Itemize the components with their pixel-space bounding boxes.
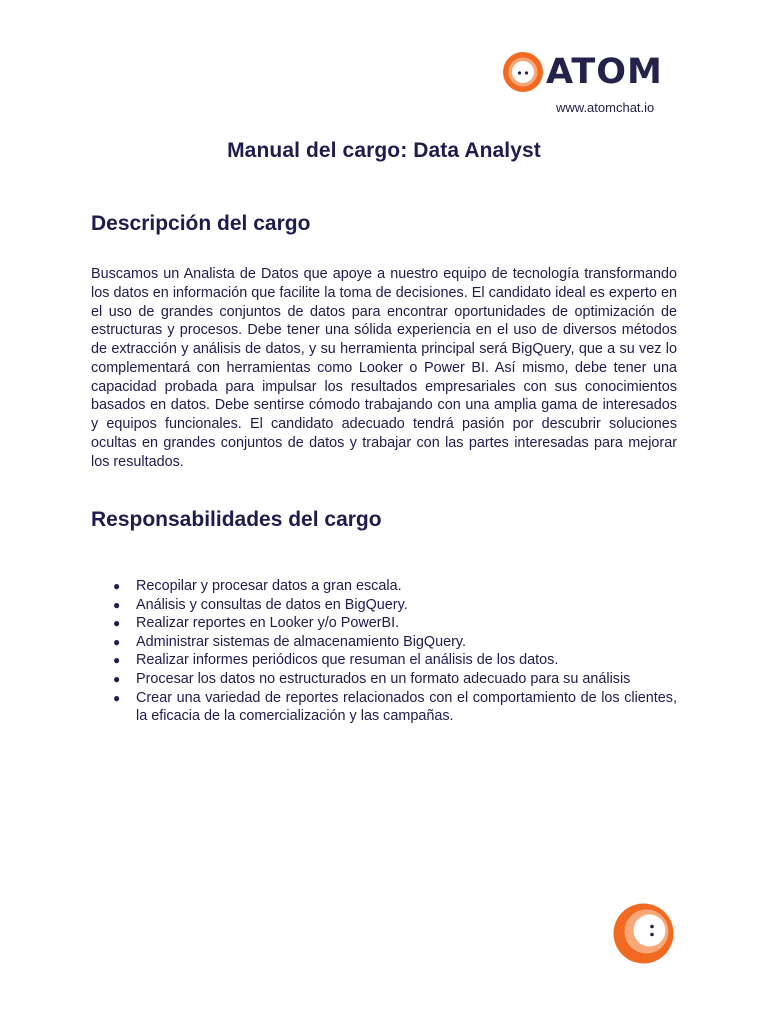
list-item-text: Recopilar y procesar datos a gran escala. [136, 578, 402, 594]
list-item-text: Realizar informes periódicos que resuman el análisis de los datos. [136, 652, 559, 669]
list-item-text: Realizar reportes en Looker y/o PowerBI. [136, 615, 400, 632]
list-item [91, 596, 677, 615]
list-item [91, 651, 677, 670]
document-title: Manual del cargo: Data Analyst [227, 139, 541, 162]
list-item-text: Crear una variedad de reportes relacionados con el comportamiento de los clientes, la eficacia de la comercialización y las campañas. [136, 689, 677, 725]
bullet-icon: ● [113, 671, 121, 686]
atom-mascot-icon [612, 902, 675, 965]
list-item [91, 614, 677, 633]
website-url[interactable]: www.atomchat.io [556, 100, 655, 115]
bullet-icon: ● [113, 690, 121, 705]
logo-wordmark: ATOM [546, 52, 663, 92]
bullet-icon: ● [113, 597, 121, 612]
bullet-icon: ● [113, 616, 121, 631]
list-item-text: Administrar sistemas de almacenamiento BigQuery. [136, 633, 467, 650]
bullet-icon: ● [113, 653, 121, 668]
description-heading: Descripción del cargo [91, 212, 311, 235]
responsibilities-heading: Responsabilidades del cargo [91, 508, 382, 531]
bullet-icon: ● [113, 634, 121, 649]
atom-logo [503, 49, 663, 95]
list-item [91, 670, 677, 689]
list-item [91, 577, 677, 596]
list-item-text: Procesar los datos no estructurados en un formato adecuado para su análisis [136, 670, 631, 687]
list-item [91, 689, 677, 726]
atom-mascot-icon [503, 49, 543, 95]
bullet-icon: ● [113, 579, 121, 593]
description-paragraph: Buscamos un Analista de Datos que apoye a nuestro equipo de tecnología transformando los datos en información que facilite la toma de decisiones. El candidato ideal es experto en el uso de grandes conjuntos de datos para encontrar oportunidades de optimización de estructuras y procesos. Debe tener una sólida experiencia en el uso de diversos métodos de extracción y análisis de datos, y su herramienta principal será BigQuery, que a su vez lo complementará con herramientas como Looker o Power BI. Así mismo, debe tener una capacidad probada para impulsar los resultados empresariales con sus conocimientos basados en datos. Debe sentirse cómodo trabajando con una amplia gama de interesados y equipos funcionales. El candidato adecuado tendrá pasión por descubrir soluciones ocultas en grandes conjuntos de datos y trabajar con las partes interesadas para mejorar los resultados. [91, 266, 677, 470]
list-item [91, 633, 677, 652]
responsibilities-list [91, 577, 677, 726]
list-item-text: Análisis y consultas de datos en BigQuery. [136, 596, 408, 613]
